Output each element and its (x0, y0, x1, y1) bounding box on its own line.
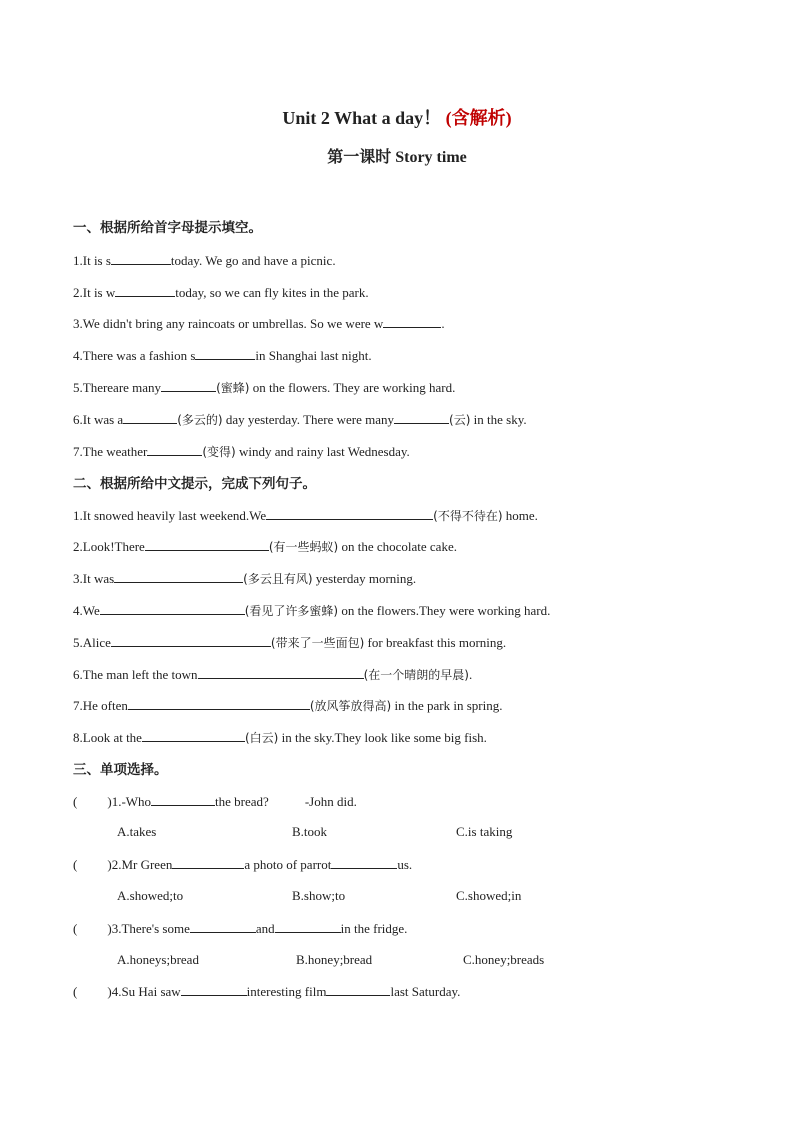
part1-item-2: 2.It is w today, so we can fly kites in the park. (73, 285, 369, 300)
answer-blank[interactable] (111, 252, 171, 265)
answer-blank[interactable] (111, 634, 271, 647)
answer-blank[interactable] (142, 729, 245, 742)
part1-item-7: 7.The weather (变得) windy and rainy last Wednesday. (73, 444, 410, 459)
part3-question-3: ( )3.There's some and in the fridge. (73, 921, 408, 936)
option-b[interactable]: B.took (292, 824, 328, 839)
answer-blank[interactable] (115, 284, 175, 297)
answer-blank[interactable] (275, 920, 341, 933)
part1-item-6: 6.It was a (多云的) day yesterday. There were many (云) in the sky. (73, 412, 527, 427)
option-b[interactable]: B.honey;bread (296, 952, 373, 967)
answer-blank[interactable] (128, 697, 310, 710)
option-c[interactable]: C.honey;breads (463, 952, 545, 967)
title-note: (含解析) (445, 108, 512, 128)
part2-item-6: 6.The man left the town (在一个晴朗的早晨). (73, 667, 473, 682)
answer-blank[interactable] (266, 507, 433, 520)
answer-blank[interactable] (326, 983, 390, 996)
answer-blank[interactable] (394, 411, 449, 424)
part2-item-8: 8.Look at the (白云) in the sky.They look like some big fish. (73, 730, 487, 745)
part1-heading: 一、根据所给首字母提示填空。 (73, 220, 262, 236)
answer-blank[interactable] (114, 570, 243, 583)
answer-blank[interactable] (195, 347, 255, 360)
part1-item-3: 3.We didn't bring any raincoats or umbrellas. So we were w . (73, 316, 445, 331)
option-a[interactable]: A.honeys;bread (117, 952, 199, 967)
option-a[interactable]: A.takes (117, 824, 157, 839)
title-main: Unit 2 What a day！ (282, 108, 442, 128)
option-a[interactable]: A.showed;to (117, 888, 184, 903)
part2-item-7: 7.He often (放风筝放得高) in the park in spring. (73, 698, 503, 713)
part2-item-1: 1.It snowed heavily last weekend.We (不得不待在) home. (73, 508, 538, 523)
answer-blank[interactable] (172, 856, 244, 869)
option-c[interactable]: C.is taking (456, 824, 513, 839)
part2-item-2: 2.Look!There (有一些蚂蚁) on the chocolate cake. (73, 539, 457, 554)
part2-item-3: 3.It was (多云且有风) yesterday morning. (73, 571, 417, 586)
answer-blank[interactable] (145, 538, 269, 551)
part1-item-4: 4.There was a fashion s in Shanghai last night. (73, 348, 372, 363)
page-subtitle: 第一课时 Story time (327, 149, 467, 166)
answer-blank[interactable] (190, 920, 256, 933)
part2-item-5: 5.Alice (带来了一些面包) for breakfast this morning. (73, 635, 507, 650)
answer-blank[interactable] (151, 793, 215, 806)
part3-question-1: ( )1.-Who the bread? -John did. (73, 794, 357, 809)
option-b[interactable]: B.show;to (292, 888, 346, 903)
answer-blank[interactable] (161, 379, 216, 392)
part2-heading: 二、根据所给中文提示，完成下列句子。 (73, 476, 316, 492)
part1-item-1: 1.It is s today. We go and have a picnic. (73, 253, 336, 268)
answer-blank[interactable] (100, 602, 245, 615)
answer-blank[interactable] (123, 411, 177, 424)
option-c[interactable]: C.showed;in (456, 888, 522, 903)
part2-item-4: 4.We (看见了许多蜜蜂) on the flowers.They were working hard. (73, 603, 551, 618)
part3-question-2: ( )2.Mr Green a photo of parrot us. (73, 857, 413, 872)
part3-question-4: ( )4.Su Hai saw interesting film last Saturday. (73, 984, 461, 999)
answer-blank[interactable] (147, 443, 202, 456)
page-title (0, 104, 794, 130)
part1-item-5: 5.Thereare many (蜜蜂) on the flowers. They are working hard. (73, 380, 456, 395)
answer-blank[interactable] (331, 856, 397, 869)
answer-blank[interactable] (383, 315, 441, 328)
part3-heading: 三、单项选择。 (73, 762, 168, 778)
answer-blank[interactable] (198, 666, 364, 679)
answer-blank[interactable] (181, 983, 247, 996)
